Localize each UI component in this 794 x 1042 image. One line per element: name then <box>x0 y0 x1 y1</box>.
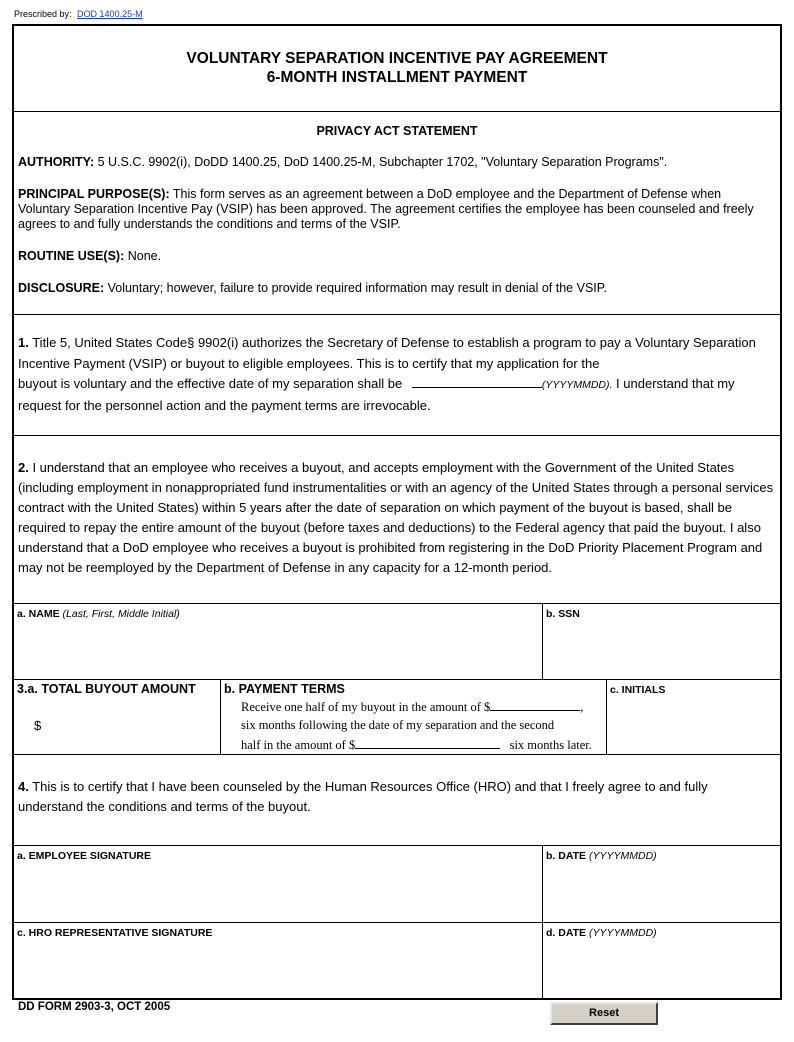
section-2 <box>14 436 780 604</box>
disclosure-label: DISCLOSURE: <box>18 281 105 295</box>
authority-text: 5 U.S.C. 9902(i), DoDD 1400.25, DoD 1400.25-M, Subchapter 1702, "Voluntary Separation Programs". <box>94 155 668 169</box>
second-half-amount-field[interactable] <box>355 736 500 749</box>
prescribed-link[interactable]: DOD 1400.25-M <box>77 9 143 19</box>
employee-signature-row <box>14 846 780 923</box>
name-field[interactable] <box>16 624 540 678</box>
purpose-paragraph <box>18 187 776 232</box>
divider <box>542 846 543 922</box>
section-1 <box>14 315 780 436</box>
employee-date-label-text: b. DATE <box>546 850 589 862</box>
hro-date-field[interactable] <box>544 943 778 998</box>
ssn-field[interactable] <box>544 624 778 678</box>
first-half-amount-field[interactable] <box>490 698 580 711</box>
total-buyout-field[interactable] <box>46 710 216 744</box>
employee-date-label <box>546 850 657 862</box>
purpose-label: PRINCIPAL PURPOSE(S): <box>18 187 170 201</box>
reset-button[interactable]: Reset <box>550 1002 658 1025</box>
divider <box>542 923 543 1000</box>
disclosure-paragraph <box>18 281 776 296</box>
section-1-text-a: Title 5, United States Code <box>28 335 188 350</box>
hro-signature-label: c. HRO REPRESENTATIVE SIGNATURE <box>17 927 213 939</box>
divider <box>220 680 221 754</box>
hro-date-label <box>546 927 657 939</box>
terms-line-3-end: six months later. <box>509 738 592 752</box>
payment-terms-label: b. PAYMENT TERMS <box>224 682 345 696</box>
name-ssn-row <box>14 604 780 680</box>
section-1-text-d: I understand that my request for the personnel action and the payment terms are irrevocable. <box>18 376 735 413</box>
privacy-act-statement <box>14 112 780 315</box>
payment-row <box>14 680 780 755</box>
total-buyout-label: 3.a. TOTAL BUYOUT AMOUNT <box>17 682 196 696</box>
authority-paragraph <box>18 155 776 170</box>
section-1-text-b: 9902(i) authorizes the Secretary of Defense to establish a program to pay a Voluntary Separation Incentive Payment (VSIP) or buyout to eligible employees. This is to certify that my application for the <box>18 335 756 371</box>
title-line-1: VOLUNTARY SEPARATION INCENTIVE PAY AGREEMENT <box>186 50 608 67</box>
terms-line-3-text: half in the amount of $ <box>241 738 356 752</box>
total-buyout-dollar: $ <box>34 718 42 733</box>
name-label-text: a. NAME <box>17 608 63 620</box>
form-id: DD FORM 2903-3, OCT 2005 <box>18 1001 171 1013</box>
routine-text: None. <box>124 249 162 263</box>
employee-date-hint: (YYYYMMDD) <box>588 850 657 862</box>
disclosure-text: Voluntary; however, failure to provide required information may result in denial of the VSIP. <box>104 281 607 295</box>
initials-field[interactable] <box>608 700 778 752</box>
hro-signature-row <box>14 923 780 1000</box>
employee-signature-label: a. EMPLOYEE SIGNATURE <box>17 850 151 862</box>
privacy-header: PRIVACY ACT STATEMENT <box>316 124 478 138</box>
prescribed-label: Prescribed by: <box>14 9 72 19</box>
employee-signature-field[interactable] <box>16 866 540 921</box>
hro-date-label-text: d. DATE <box>546 927 589 939</box>
employee-date-field[interactable] <box>544 866 778 921</box>
terms-line-1-end: , <box>580 700 584 714</box>
name-label <box>17 608 180 620</box>
purpose-text: This form serves as an agreement between a DoD employee and the Department of Defense when Voluntary Separation Incentive Pay (VSIP) has been approved. The agreement certifies the employee has been counseled and freely agrees to and fully understands the conditions and terms of the VSIP. <box>18 187 754 231</box>
routine-paragraph <box>18 249 776 264</box>
routine-label: ROUTINE USE(S): <box>18 249 125 263</box>
title-line-2: 6-MONTH INSTALLMENT PAYMENT <box>266 69 528 86</box>
form-title <box>14 26 780 112</box>
divider <box>542 604 543 679</box>
section-2-number: 2. <box>18 460 29 475</box>
terms-line-3 <box>241 736 592 753</box>
separation-date-format: (YYYYMMDD). <box>541 379 613 391</box>
authority-label: AUTHORITY: <box>18 155 95 169</box>
section-1-number: 1. <box>18 335 29 350</box>
terms-line-1-text: Receive one half of my buyout in the amount of $ <box>241 700 491 714</box>
separation-date-field[interactable] <box>412 374 542 388</box>
section-4-text: This is to certify that I have been counseled by the Human Resources Office (HRO) and that I freely agree to and fully understand the conditions and terms of the buyout. <box>18 779 708 814</box>
hro-date-hint: (YYYYMMDD) <box>588 927 657 939</box>
section-1-text-c: buyout is voluntary and the effective date of my separation shall be <box>18 376 403 391</box>
section-2-text: I understand that an employee who receives a buyout, and accepts employment with the Government of the United States (including employment in nonappropriated fund instrumentalities or with an agency of the United States through a personal services contract with the United States) within 5 years after the date of separation on which payment of the buyout is based, shall be required to repay the entire amount of the buyout (before taxes and deductions) to the Federal agency that paid the buyout. I also understand that a DoD employee who receives a buyout is prohibited from registering in the DoD Priority Placement Program and may not be reemployed by the Department of Defense in any capacity for a 12-month period. <box>18 460 774 575</box>
terms-line-1 <box>241 698 583 715</box>
terms-line-2: six months following the date of my separation and the second <box>241 718 555 732</box>
prescribed-by <box>14 9 143 19</box>
divider <box>606 680 607 754</box>
hro-signature-field[interactable] <box>16 943 540 998</box>
form-frame <box>12 24 782 1000</box>
name-hint: (Last, First, Middle Initial) <box>62 608 180 620</box>
section-4-number: 4. <box>18 779 29 794</box>
section-symbol: § <box>187 335 195 350</box>
section-4 <box>14 755 780 846</box>
initials-label: c. INITIALS <box>610 684 666 696</box>
ssn-label: b. SSN <box>546 608 580 620</box>
